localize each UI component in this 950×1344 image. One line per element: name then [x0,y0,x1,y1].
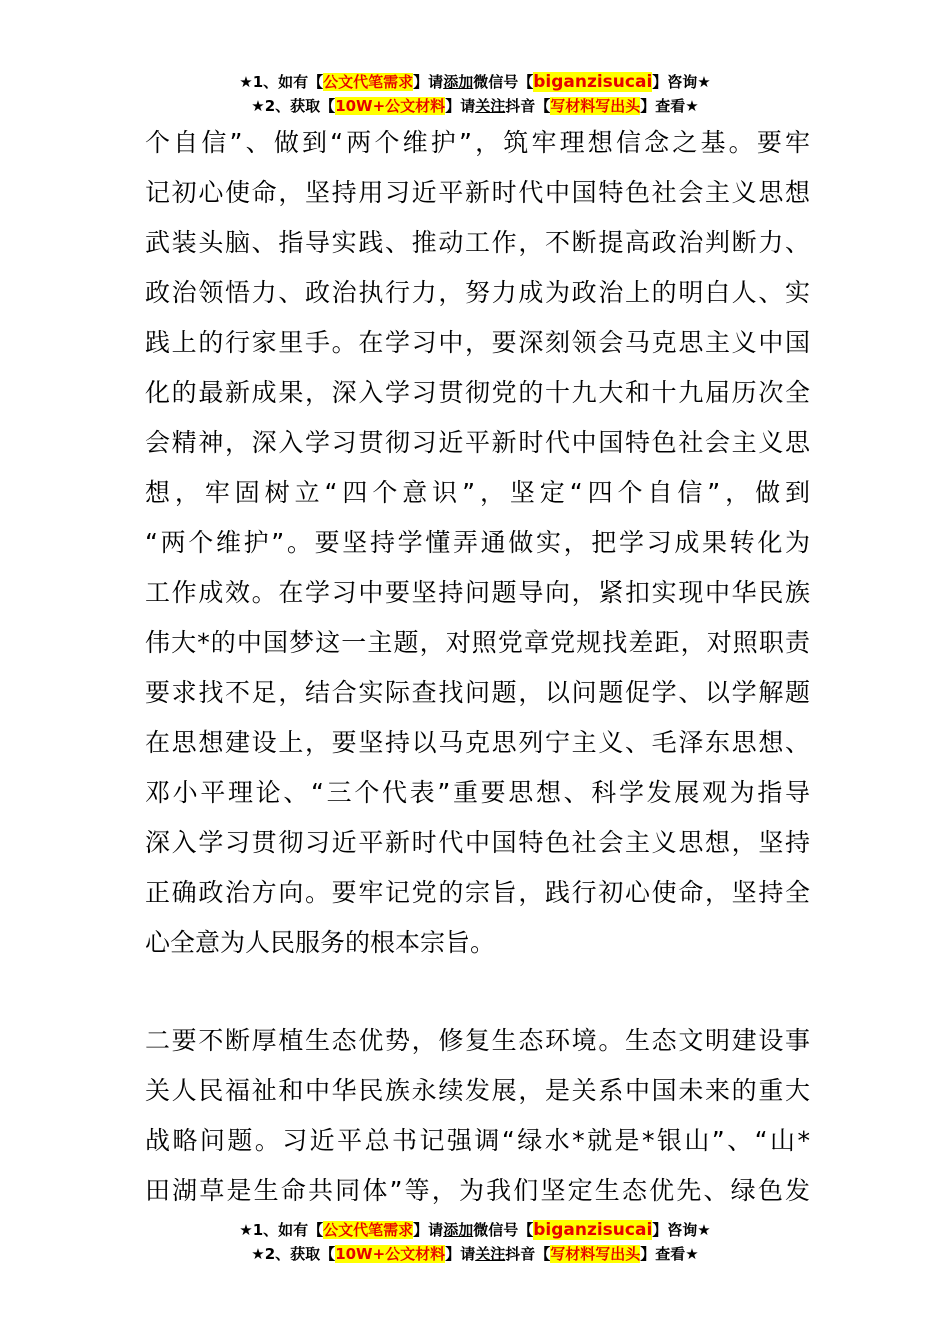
header-banner-line-1 [0,70,950,94]
text-line: 记初心使命，坚持用习近平新时代中国特色社会主义思想 [145,178,810,207]
footer-banner-line-2 [0,1242,950,1266]
text-line: “两个维护”。要坚持学懂弄通做实，把学习成果转化为 [145,528,810,557]
ghostwriting-highlight: 公文代笔需求 [323,73,414,91]
footer-banner-line-1 [0,1218,950,1242]
banner-text: 】请 [413,1221,444,1239]
text-line-last: 心全意为人民服务的根本宗旨。 [145,928,496,957]
materials-highlight: 10W+公文材料 [335,1245,446,1263]
banner-text: ★1、如有【 [239,73,324,91]
body-paragraph-1 [145,118,810,968]
text-line: 化的最新成果，深入学习贯彻党的十九大和十九届历次全 [145,378,810,407]
banner-emphasis: 添加 [443,73,474,91]
douyin-id-highlight: 写材料写出头 [550,1245,641,1263]
text-line: 武装头脑、指导实践、推动工作，不断提高政治判断力、 [145,228,810,257]
text-line: 政治领悟力、政治执行力，努力成为政治上的明白人、实 [145,278,810,307]
header-banner-line-2 [0,94,950,118]
banner-text: 微信号【 [473,1221,534,1239]
banner-text: 抖音【 [505,1245,551,1263]
text-line: 工作成效。在学习中要坚持问题导向，紧扣实现中华民族 [145,578,810,607]
banner-text: 】咨询★ [652,1221,711,1239]
text-line: 关人民福祉和中华民族永续发展，是关系中国未来的重大 [145,1076,810,1105]
banner-text: ★2、获取【 [251,97,336,115]
wechat-id-highlight: biganzisucai [533,1220,653,1240]
banner-text: ★2、获取【 [251,1245,336,1263]
text-line: 战略问题。习近平总书记强调“绿水*就是*银山”、“山* [145,1126,810,1155]
text-line: 会精神，深入学习贯彻习近平新时代中国特色社会主义思 [145,428,810,457]
banner-text: 】请 [413,73,444,91]
text-line: 田湖草是生命共同体”等，为我们坚定生态优先、绿色发 [145,1176,810,1205]
douyin-id-highlight: 写材料写出头 [550,97,641,115]
banner-emphasis: 关注 [475,97,506,115]
materials-highlight: 10W+公文材料 [335,97,446,115]
text-line: 深入学习贯彻习近平新时代中国特色社会主义思想，坚持 [145,828,810,857]
banner-text: 】请 [445,1245,476,1263]
text-line: 正确政治方向。要牢记党的宗旨，践行初心使命，坚持全 [145,878,810,907]
ghostwriting-highlight: 公文代笔需求 [323,1221,414,1239]
text-line: 在思想建设上，要坚持以马克思列宁主义、毛泽东思想、 [145,728,810,757]
banner-text: ★1、如有【 [239,1221,324,1239]
footer-banner [0,1218,950,1266]
banner-emphasis: 添加 [443,1221,474,1239]
text-line: 个自信”、做到“两个维护”，筑牢理想信念之基。要牢 [145,128,810,157]
text-line: 想，牢固树立“四个意识”，坚定“四个自信”，做到 [145,478,810,507]
banner-emphasis: 关注 [475,1245,506,1263]
text-line: 二要不断厚植生态优势，修复生态环境。生态文明建设事 [145,1026,810,1055]
banner-text: 】请 [445,97,476,115]
banner-text: 】查看★ [640,97,699,115]
banner-text: 抖音【 [505,97,551,115]
text-line: 伟大*的中国梦这一主题，对照党章党规找差距，对照职责 [145,628,810,657]
text-line: 践上的行家里手。在学习中，要深刻领会马克思主义中国 [145,328,810,357]
banner-text: 微信号【 [473,73,534,91]
wechat-id-highlight: biganzisucai [533,72,653,92]
banner-text: 】查看★ [640,1245,699,1263]
text-line: 要求找不足，结合实际查找问题，以问题促学、以学解题 [145,678,810,707]
banner-text: 】咨询★ [652,73,711,91]
body-paragraph-2 [145,1016,810,1216]
text-line: 邓小平理论、“三个代表”重要思想、科学发展观为指导 [145,778,810,807]
header-banner [0,70,950,118]
